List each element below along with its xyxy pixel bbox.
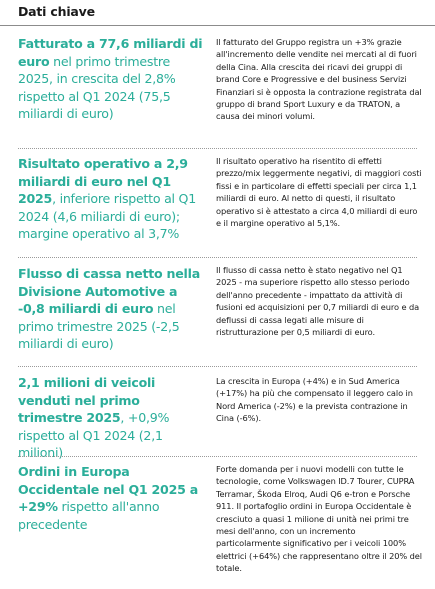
headline-highlight: Risultato operativo a 2,9 miliardi di euro nel Q1 2025 [18, 156, 188, 207]
headline-highlight: Flusso di cassa netto nella Divisione Automotive a -0,8 miliardi di euro [18, 266, 200, 317]
key-fact-description: Il risultato operativo ha risentito di effetti prezzo/mix leggermente negativi, di maggiori costi fissi e in particolare di effetti speciali per circa 1,1 miliardi di euro. Al netto di questi, il risultato operativo si è attestato a circa 4,0 miliardi di euro e il margine operativo al 5,1%. [216, 156, 422, 229]
headline-highlight: 2,1 milioni di veicoli venduti nel primo trimestre 2025 [18, 375, 156, 426]
row-divider [18, 366, 417, 367]
key-fact-headline [18, 35, 206, 123]
headline-text: rispetto all'anno precedente [18, 499, 160, 532]
headline-text: , +0,9% rispetto al Q1 2024 (2,1 milioni) [18, 410, 170, 461]
row-divider [18, 148, 417, 149]
headline-highlight: Ordini in Europa Occidentale nel Q1 2025 a +29% [18, 464, 198, 515]
headline-text: , inferiore rispetto al Q1 2024 (4,6 miliardi di euro); margine operativo al 3,7% [18, 191, 196, 242]
key-fact-description: La crescita in Europa (+4%) e in Sud America (+17%) ha più che compensato il leggero calo in Nord America (-2%) e la prevista contrazione in Cina (-6%). [216, 376, 413, 424]
row-divider [18, 257, 417, 258]
key-fact-headline [18, 374, 206, 462]
section-title: Dati chiave [18, 4, 95, 19]
headline-highlight: Fatturato a 77,6 miliardi di euro [18, 36, 203, 69]
headline-text: nel primo trimestre 2025 (-2,5 miliardi di euro) [18, 301, 180, 352]
key-fact-description: Forte domanda per i nuovi modelli con tutte le tecnologie, come Volkswagen ID.7 Tourer, CUPRA Terramar, Škoda Elroq, Audi Q6 e-tron e Porsche 911. Il portafoglio ordini in Europa Occidentale è cresciuto a quasi 1 milione di unità nei primi tre mesi dell'anno, con un incremento particolarmente significativo per i veicoli 100% elettrici (+64%) che rappresentano oltre il 20% del totale. [216, 464, 422, 574]
key-fact-description: Il fatturato del Gruppo registra un +3% grazie all'incremento delle vendite nei mercati al di fuori della Cina. Alla crescita dei ricavi dei gruppi di brand Core e Progressive e del business Servizi Finanziari si è opposta la contrazione registrata dal gruppo di brand Sport Luxury e da TRATON, a causa dei minori volumi. [216, 37, 422, 122]
key-fact-headline [18, 155, 206, 243]
section-header [0, 0, 435, 26]
key-fact-description: Il flusso di cassa netto è stato negativo nel Q1 2025 - ma superiore rispetto allo stesso periodo dell'anno precedente - impattato da attività di fusioni ed acquisizioni per 0,7 miliardi di euro e da deflussi di cassa legati alle misure di ristrutturazione per 0,5 miliardi di euro. [216, 265, 420, 338]
headline-text: nel primo trimestre 2025, in crescita del 2,8% rispetto al Q1 2024 (75,5 miliardi di euro) [18, 53, 176, 122]
row-divider [18, 456, 417, 457]
key-fact-headline [18, 463, 206, 533]
key-fact-headline [18, 265, 206, 353]
